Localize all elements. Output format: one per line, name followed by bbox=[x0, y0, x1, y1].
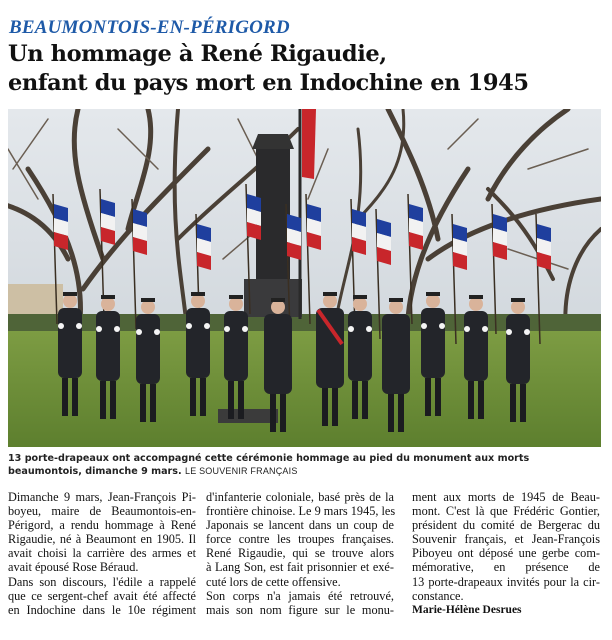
column-3-line: Piboyeu ont déposé une gerbe com- bbox=[412, 546, 600, 561]
column-3-line: ment aux morts de 1945 de Beau- bbox=[412, 490, 600, 504]
column-3-line: constance. bbox=[412, 588, 464, 603]
tricolor-flag bbox=[377, 219, 391, 265]
column-2-line: Son corps n'a jamais été retrouvé, bbox=[206, 588, 394, 603]
column-2-line: mais son nom figure sur le monu- bbox=[206, 602, 394, 617]
column-1-line: Périgord, a rendu hommage à René bbox=[8, 518, 196, 533]
column-2-line: à Lang Son, est fait prisonnier et exé- bbox=[206, 560, 394, 575]
tricolor-flag bbox=[287, 214, 301, 260]
article-column-1 bbox=[8, 490, 196, 617]
headline-line-1: Un hommage à René Rigaudie, bbox=[8, 41, 387, 67]
photo-caption bbox=[8, 452, 602, 478]
column-2-line: Japonais se lancent dans un coup de bbox=[206, 518, 394, 533]
column-2-line: frontière chinoise. Le 9 mars 1945, les bbox=[206, 504, 396, 519]
column-1-line: Rigaudie, né à Beaumont en 1905. Il bbox=[8, 532, 196, 547]
article-column-3 bbox=[412, 490, 600, 617]
column-3-line: président du comité de Bergerac du bbox=[412, 518, 600, 533]
tricolor-flag bbox=[54, 204, 68, 250]
column-3-line: mont. C'est là que Frédéric Gontier, bbox=[412, 504, 600, 519]
column-1-line: boyeu, maire de Beaumontois-en- bbox=[8, 504, 196, 519]
photo-mast-flag bbox=[302, 109, 316, 179]
caption-credit: LE SOUVENIR FRANÇAIS bbox=[185, 466, 298, 476]
column-2-line: force contre les troupes françaises. bbox=[206, 532, 394, 547]
column-1-line: Dimanche 9 mars, Jean-François Pi- bbox=[8, 490, 196, 504]
tricolor-flag bbox=[197, 224, 211, 270]
column-1-line: que ce sergent-chef avait été affecté bbox=[8, 588, 196, 603]
column-3-line: mémorative, en présence de bbox=[412, 560, 600, 575]
article-column-2 bbox=[206, 490, 394, 617]
column-1-line: en Indochine dans le 10e régiment bbox=[8, 602, 196, 617]
tricolor-flag bbox=[409, 204, 423, 250]
tricolor-flag bbox=[307, 204, 321, 250]
column-1-line: avait épousé Rose Béraud. bbox=[8, 560, 139, 575]
headline bbox=[8, 40, 604, 98]
column-3-line: Souvenir français, et Jean-François bbox=[412, 532, 600, 547]
column-2-line: d'infanterie coloniale, basé près de la bbox=[206, 490, 394, 504]
tricolor-flag bbox=[453, 224, 467, 270]
tricolor-flag bbox=[101, 199, 115, 245]
author-signature: Marie-Hélène Desrues bbox=[412, 603, 522, 616]
tricolor-flag bbox=[352, 209, 366, 255]
section-kicker: BEAUMONTOIS-EN-PÉRIGORD bbox=[9, 17, 290, 38]
column-3-line: 13 porte-drapeaux invités pour la cir- bbox=[412, 574, 600, 589]
tricolor-flag bbox=[247, 194, 261, 240]
tricolor-flag bbox=[537, 224, 551, 270]
column-2-line: René Rigaudie, qui se trouve alors bbox=[206, 546, 394, 561]
tricolor-flag bbox=[493, 214, 507, 260]
column-1-line: Dans son discours, l'édile a rappelé bbox=[8, 574, 196, 589]
caption-text: 13 porte-drapeaux ont accompagné cette cérémonie hommage au pied du monument aux morts beaumontois, dimanche 9 mars. bbox=[8, 453, 530, 477]
ceremony-photo bbox=[8, 109, 601, 447]
column-2-line: cuté lors de cette offensive. bbox=[206, 574, 341, 589]
headline-line-2: enfant du pays mort en Indochine en 1945 bbox=[8, 70, 529, 96]
tricolor-flag bbox=[133, 209, 147, 255]
column-1-line: avait choisi la carrière des armes et bbox=[8, 546, 196, 561]
